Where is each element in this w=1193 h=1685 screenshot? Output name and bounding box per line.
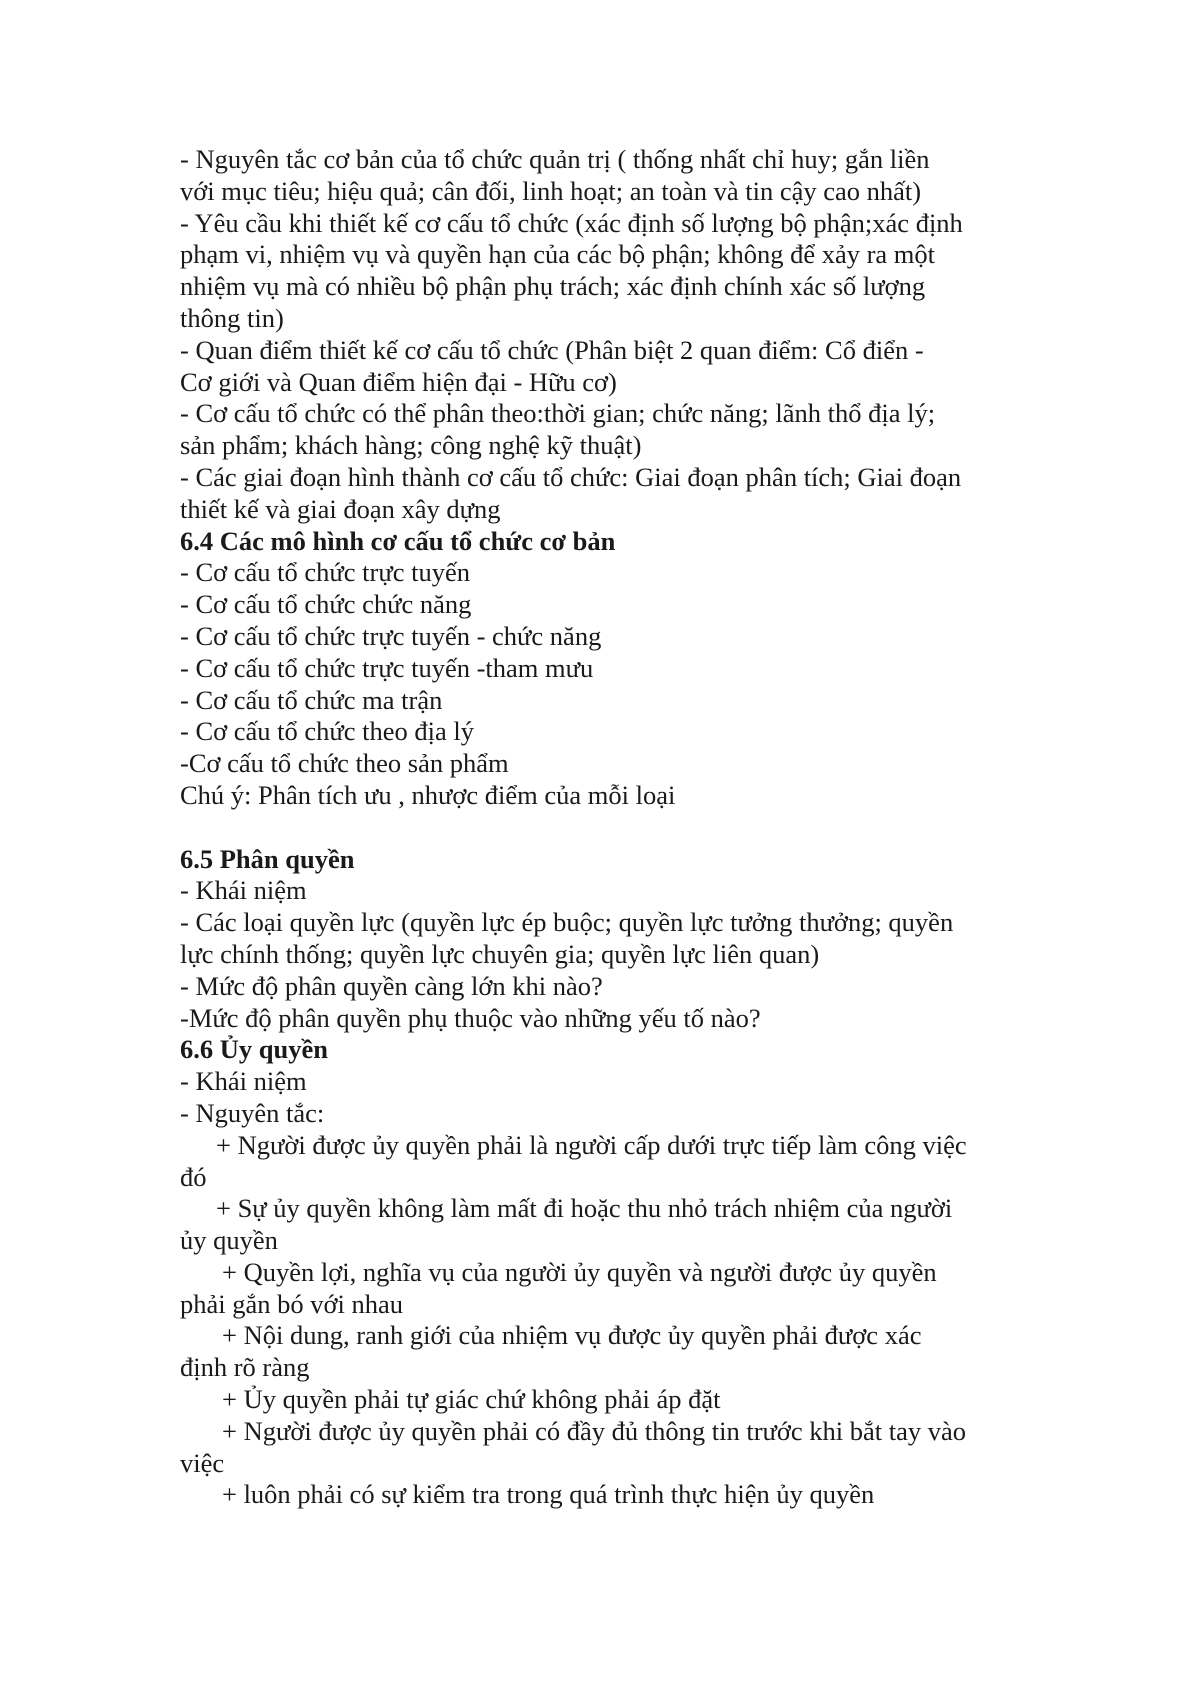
- text-line: sản phẩm; khách hàng; công nghệ kỹ thuật): [180, 430, 642, 461]
- text-line: việc: [180, 1447, 225, 1478]
- section-heading-6-4: 6.4 Các mô hình cơ cấu tổ chức cơ bản: [180, 525, 616, 556]
- principle-item: + Ủy quyền phải tự giác chứ không phải áp đặt: [222, 1384, 721, 1415]
- text-line: thiết kế và giai đoạn xây dựng: [180, 493, 501, 524]
- principle-item: + Nội dung, ranh giới của nhiệm vụ được ủy quyền phải được xác: [222, 1320, 922, 1351]
- document-body: [180, 144, 1020, 1511]
- section-heading-6-5: 6.5 Phân quyền: [180, 843, 355, 874]
- text-line: nhiệm vụ mà có nhiều bộ phận phụ trách; xác định chính xác số lượng: [180, 271, 926, 302]
- list-item: - Nguyên tắc:: [180, 1097, 325, 1128]
- list-item: - Cơ cấu tổ chức chức năng: [180, 589, 472, 620]
- list-item: - Cơ cấu tổ chức trực tuyến -tham mưu: [180, 652, 594, 683]
- note-line: Chú ý: Phân tích ưu , nhược điểm của mỗi loại: [180, 779, 676, 810]
- list-item: - Cơ cấu tổ chức trực tuyến - chức năng: [180, 620, 602, 651]
- text-line: phải gắn bó với nhau: [180, 1288, 404, 1319]
- section-heading-6-6: 6.6 Ủy quyền: [180, 1034, 328, 1065]
- list-item: -Cơ cấu tổ chức theo sản phẩm: [180, 748, 509, 779]
- text-line: lực chính thống; quyền lực chuyên gia; quyền lực liên quan): [180, 938, 820, 969]
- text-line: thông tin): [180, 302, 284, 333]
- principle-item: + Sự ủy quyền không làm mất đi hoặc thu nhỏ trách nhiệm của người: [216, 1193, 953, 1224]
- list-item: - Cơ cấu tổ chức ma trận: [180, 684, 443, 715]
- text-line: ủy quyền: [180, 1225, 278, 1256]
- text-line: - Nguyên tắc cơ bản của tổ chức quản trị ( thống nhất chỉ huy; gắn liền: [180, 144, 930, 174]
- list-item: - Khái niệm: [180, 875, 307, 906]
- text-line: - Quan điểm thiết kế cơ cấu tổ chức (Phân biệt 2 quan điểm: Cổ điển -: [180, 334, 924, 365]
- text-line: định rõ ràng: [180, 1352, 310, 1383]
- text-line: - Yêu cầu khi thiết kế cơ cấu tổ chức (xác định số lượng bộ phận;xác định: [180, 207, 963, 238]
- text-line: đó: [180, 1161, 207, 1192]
- text-line: - Cơ cấu tổ chức có thể phân theo:thời gian; chức năng; lãnh thổ địa lý;: [180, 398, 936, 429]
- principle-item: + Quyền lợi, nghĩa vụ của người ủy quyền và người được ủy quyền: [222, 1256, 937, 1287]
- text-line: Cơ giới và Quan điểm hiện đại - Hữu cơ): [180, 366, 617, 397]
- blank-line: [180, 812, 1020, 844]
- principle-item: + Người được ủy quyền phải có đầy đủ thông tin trước khi bắt tay vào: [222, 1415, 967, 1446]
- list-item: - Cơ cấu tổ chức trực tuyến: [180, 557, 470, 588]
- principle-item: + Người được ủy quyền phải là người cấp dưới trực tiếp làm công việc: [216, 1129, 967, 1160]
- text-line: phạm vi, nhiệm vụ và quyền hạn của các bộ phận; không để xảy ra một: [180, 239, 936, 270]
- text-line: với mục tiêu; hiệu quả; cân đối, linh hoạt; an toàn và tin cậy cao nhất): [180, 175, 922, 206]
- text-line: - Các giai đoạn hình thành cơ cấu tổ chức: Giai đoạn phân tích; Giai đoạn: [180, 461, 962, 492]
- principle-item: + luôn phải có sự kiểm tra trong quá trình thực hiện ủy quyền: [222, 1479, 875, 1510]
- list-item: - Mức độ phân quyền càng lớn khi nào?: [180, 970, 603, 1001]
- list-item: - Cơ cấu tổ chức theo địa lý: [180, 716, 475, 747]
- list-item: -Mức độ phân quyền phụ thuộc vào những yếu tố nào?: [180, 1002, 761, 1033]
- list-item: - Các loại quyền lực (quyền lực ép buộc; quyền lực tưởng thưởng; quyền: [180, 907, 954, 938]
- list-item: - Khái niệm: [180, 1066, 307, 1097]
